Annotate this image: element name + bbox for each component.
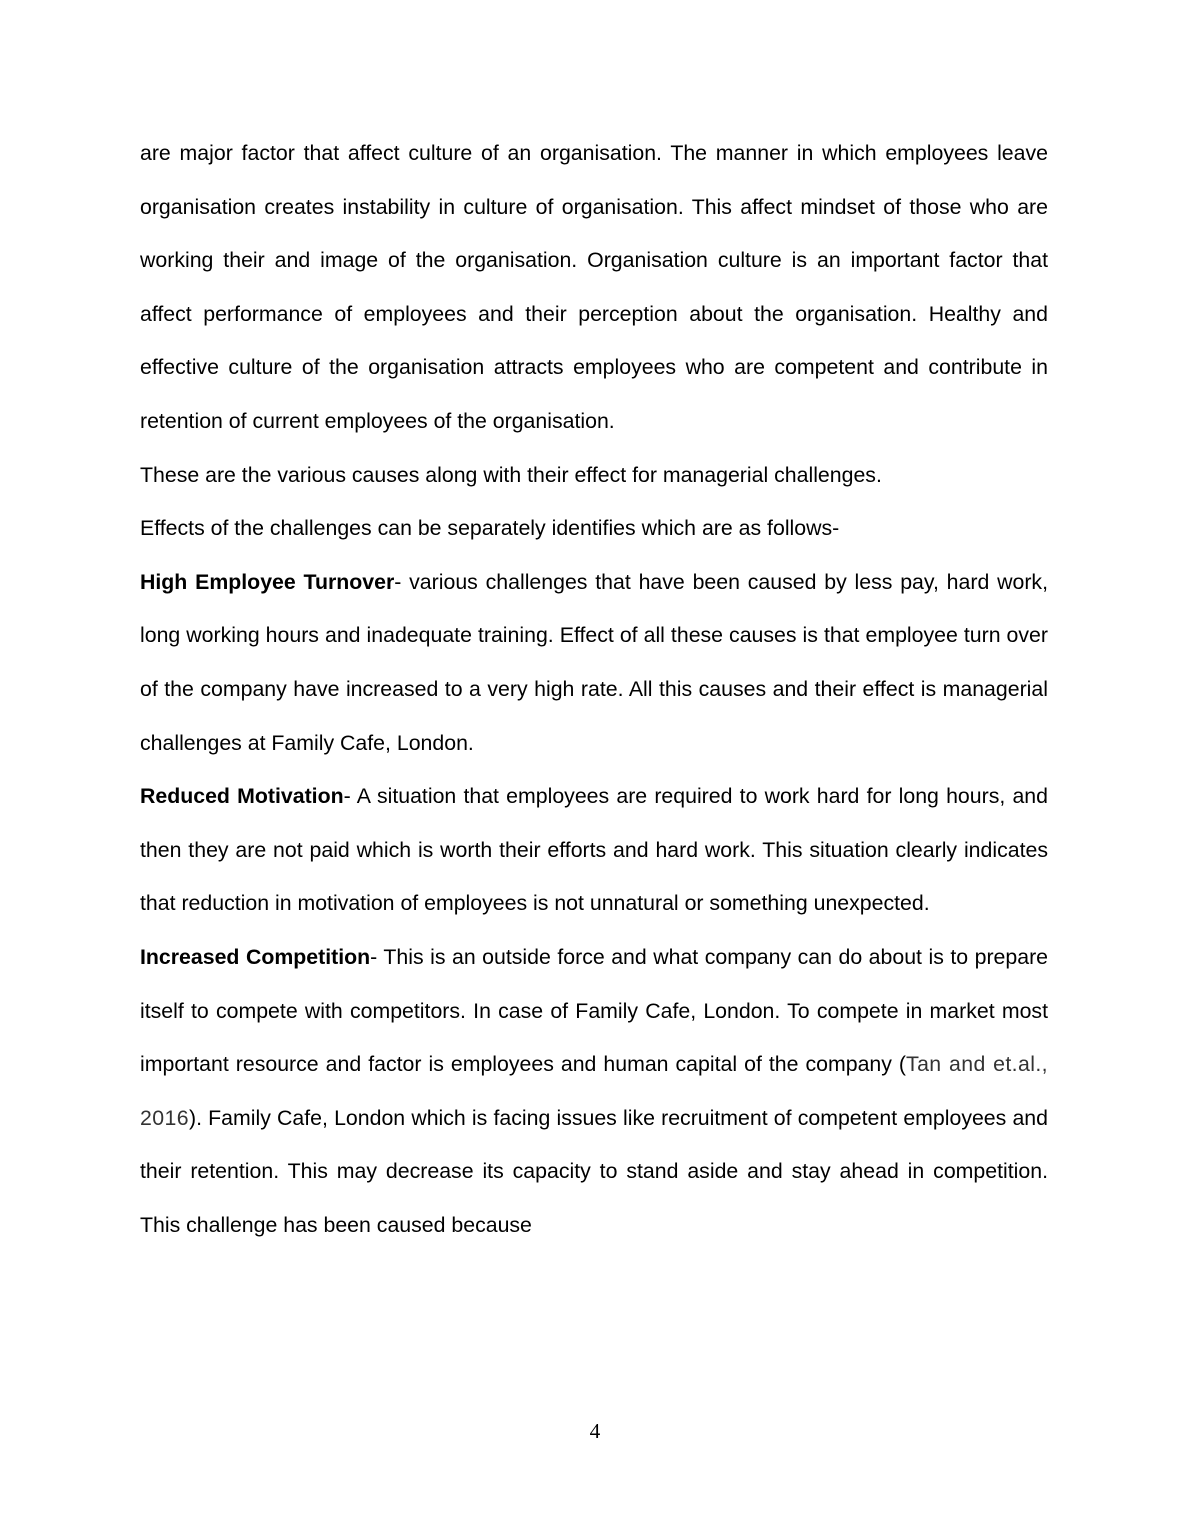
text-reduced-motivation: - A situation that employees are required to work hard for long hours, and then they are not paid which is worth their efforts and hard work. This situation clearly indicates that reduction in motivation of employees is not unnatural or something unexpected. (140, 784, 1048, 916)
paragraph-increased-competition (140, 931, 1048, 1253)
heading-reduced-motivation: Reduced Motivation (140, 784, 344, 809)
text-increased-competition-part2: ). Family Cafe, London which is facing issues like recruitment of competent employees and their retention. This may decrease its capacity to stand aside and stay ahead in competition. This challenge has been caused because (140, 1105, 1048, 1237)
heading-high-employee-turnover: High Employee Turnover (140, 569, 395, 594)
text-high-employee-turnover: - various challenges that have been caused by less pay, hard work, long working hours and inadequate training. Effect of all these causes is that employee turn over of the company have increased to a very high rate. All this causes and their effect is managerial challenges at Family Cafe, London. (140, 569, 1048, 755)
paragraph-effects-intro: Effects of the challenges can be separately identifies which are as follows- (140, 516, 840, 541)
page-number: 4 (589, 1419, 601, 1443)
document-body (140, 127, 1048, 1252)
paragraph-reduced-motivation (140, 770, 1048, 931)
heading-increased-competition: Increased Competition (140, 944, 371, 969)
citation-tan-2016: Tan and et.al., 2016 (140, 1052, 1048, 1130)
paragraph-causes-summary: These are the various causes along with their effect for managerial challenges. (140, 462, 882, 487)
paragraph-organisation-culture: are major factor that affect culture of an organisation. The manner in which employees leave organisation creates instability in culture of organisation. This affect mindset of those who are working their and image of the organisation. Organisation culture is an important factor that affect performance of employees and their perception about the organisation. Healthy and effective culture of the organisation attracts employees who are competent and contribute in retention of current employees of the organisation. (140, 141, 1048, 433)
text-increased-competition-part1: - This is an outside force and what company can do about is to prepare itself to compete with competitors. In case of Family Cafe, London. To compete in market most important resource and factor is employees and human capital of the company ( (140, 944, 1049, 1077)
paragraph-high-employee-turnover (140, 556, 1048, 770)
